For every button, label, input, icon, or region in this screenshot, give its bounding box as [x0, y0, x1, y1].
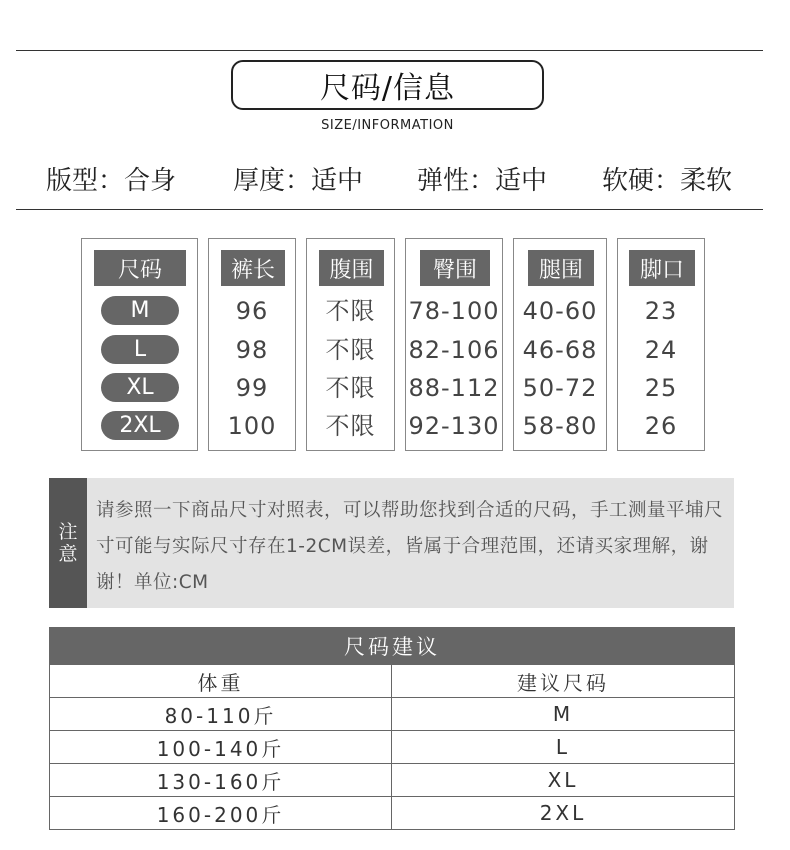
size-pill: L	[101, 335, 179, 364]
hip-cell: 78-100	[408, 297, 500, 325]
thigh-cell: 40-60	[522, 297, 598, 325]
weight-column-header: 体重	[50, 665, 392, 698]
size-recommendation-table	[49, 627, 735, 830]
size-cell: M	[392, 698, 735, 731]
waist-cell: 不限	[325, 297, 376, 325]
waist-column	[306, 238, 395, 451]
attr-elasticity-label: 弹性	[417, 166, 470, 196]
length-cell: 98	[235, 336, 269, 364]
hem-column-header: 脚口	[629, 250, 695, 286]
attr-thickness-value: 适中	[311, 166, 364, 196]
hip-column	[405, 238, 503, 451]
size-cell: 2XL	[392, 797, 735, 830]
note-label-char: 意	[58, 543, 78, 565]
hip-column-header: 臀围	[420, 250, 490, 286]
table-row	[50, 797, 735, 830]
attr-fit-value: 合身	[124, 166, 177, 196]
attr-elasticity: 弹性：适中	[417, 166, 548, 196]
thigh-cell: 46-68	[522, 336, 598, 364]
size-pill: 2XL	[101, 411, 179, 440]
thigh-column-header: 腿围	[528, 250, 594, 286]
table-row	[50, 731, 735, 764]
waist-cell: 不限	[325, 374, 376, 402]
waist-column-header: 腹围	[319, 250, 384, 286]
hem-cell: 26	[644, 412, 678, 440]
size-pill: M	[101, 296, 179, 325]
size-column	[81, 238, 198, 451]
attr-thickness-label: 厚度	[233, 166, 286, 196]
waist-cell: 不限	[325, 336, 376, 364]
attr-softness-label: 软硬	[602, 166, 655, 196]
hem-cell: 23	[644, 297, 678, 325]
weight-cell: 160-200斤	[50, 797, 392, 830]
attr-divider	[16, 209, 763, 210]
length-column-header: 裤长	[221, 250, 285, 286]
size-cell: L	[392, 731, 735, 764]
table-row	[50, 764, 735, 797]
size-column-header: 尺码	[94, 250, 186, 286]
table-header-row	[50, 665, 735, 698]
note-text: 请参照一下商品尺寸对照表，可以帮助您找到合适的尺码，手工测量平埔尺寸可能与实际尺寸存在1-2CM误差，皆属于合理范围，还请买家理解，谢谢！单位:CM	[96, 500, 724, 593]
attr-thickness: 厚度：适中	[233, 166, 364, 196]
attr-elasticity-value: 适中	[495, 166, 548, 196]
length-cell: 96	[235, 297, 269, 325]
hip-cell: 82-106	[408, 336, 500, 364]
size-pill: XL	[101, 373, 179, 402]
weight-cell: 130-160斤	[50, 764, 392, 797]
weight-cell: 80-110斤	[50, 698, 392, 731]
length-cell: 99	[235, 374, 269, 402]
length-cell: 100	[227, 412, 277, 440]
length-column	[208, 238, 296, 451]
hem-cell: 24	[644, 336, 678, 364]
note-panel	[49, 478, 734, 608]
size-column-header: 建议尺码	[392, 665, 735, 698]
thigh-cell: 58-80	[522, 412, 598, 440]
weight-cell: 100-140斤	[50, 731, 392, 764]
size-cell: XL	[392, 764, 735, 797]
note-label	[49, 478, 87, 608]
top-divider	[16, 50, 763, 51]
attr-softness-value: 柔软	[680, 166, 733, 196]
page-title: 尺码/信息	[231, 60, 544, 110]
waist-cell: 不限	[325, 412, 376, 440]
recommendation-title: 尺码建议	[50, 628, 735, 665]
thigh-cell: 50-72	[522, 374, 598, 402]
table-row	[50, 698, 735, 731]
hem-column	[617, 238, 705, 451]
note-label-char: 注	[58, 521, 78, 543]
attr-fit-label: 版型	[46, 166, 99, 196]
thigh-column	[513, 238, 607, 451]
attr-softness: 软硬：柔软	[602, 166, 733, 196]
hip-cell: 88-112	[408, 374, 500, 402]
hem-cell: 25	[644, 374, 678, 402]
page-subtitle: SIZE/INFORMATION	[321, 118, 454, 133]
attr-fit: 版型：合身	[46, 166, 177, 196]
hip-cell: 92-130	[408, 412, 500, 440]
